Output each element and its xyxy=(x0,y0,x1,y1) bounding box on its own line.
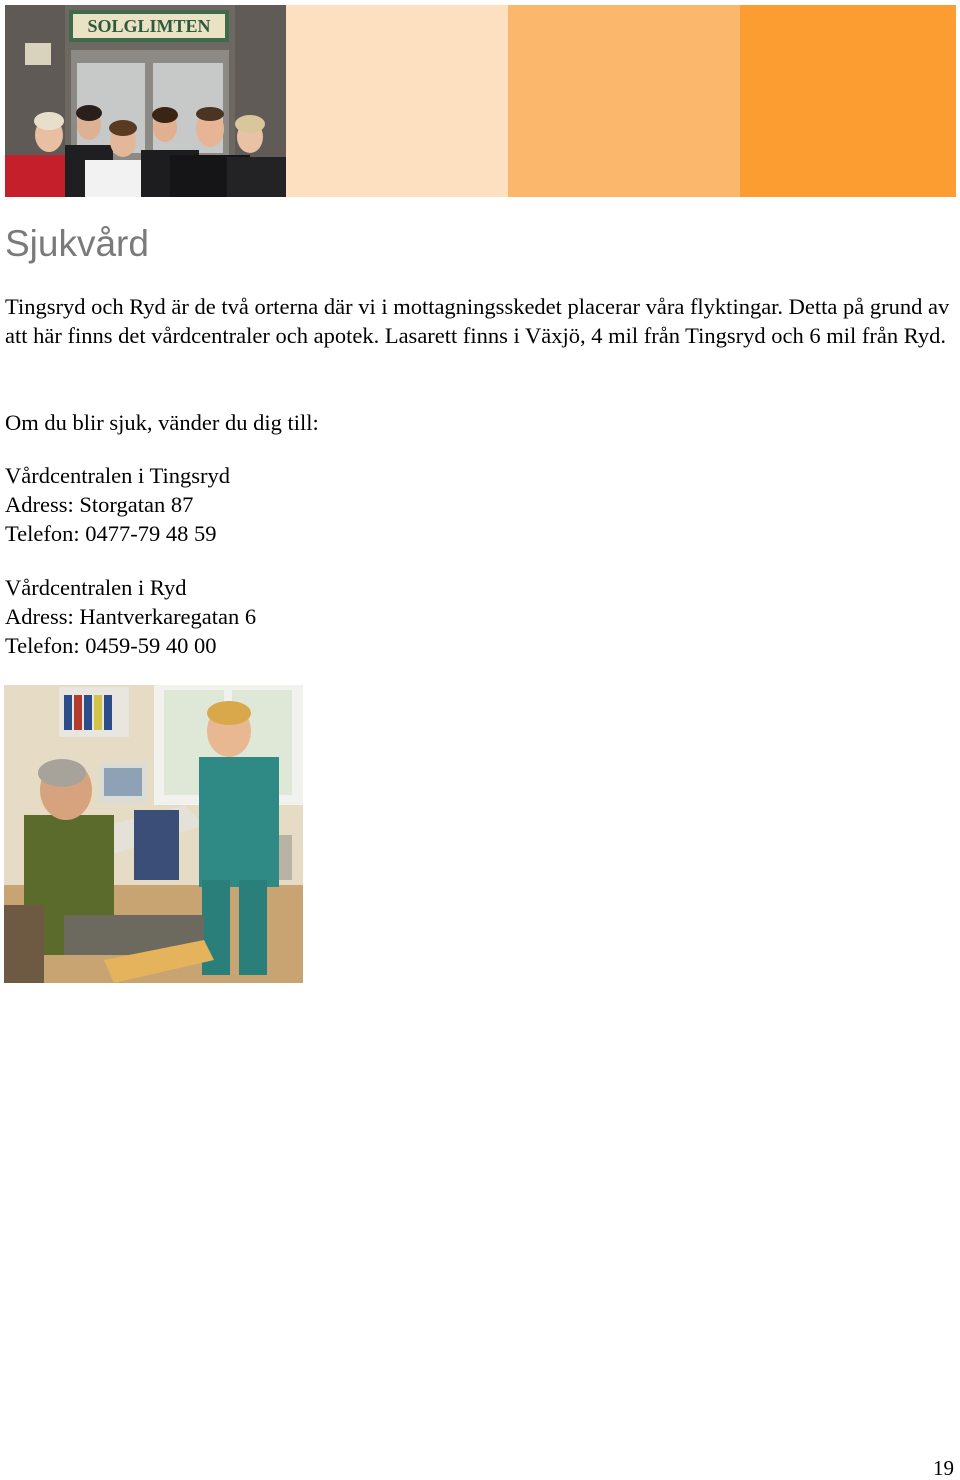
instruction-paragraph: Om du blir sjuk, vänder du dig till: xyxy=(5,410,319,435)
clinic-phone: Telefon: 0477-79 48 59 xyxy=(5,521,217,546)
banner-color-band-dark xyxy=(740,5,956,197)
staff-group-photo xyxy=(5,5,286,197)
clinic-address: Adress: Storgatan 87 xyxy=(5,492,194,517)
banner-color-band-medium xyxy=(508,5,740,197)
page-number: 19 xyxy=(933,1456,954,1480)
clinic-phone: Telefon: 0459-59 40 00 xyxy=(5,633,217,658)
clinic-tingsryd xyxy=(5,461,230,548)
clinic-address: Adress: Hantverkaregatan 6 xyxy=(5,604,257,629)
clinic-ryd xyxy=(5,573,256,660)
banner-color-band-light xyxy=(286,5,508,197)
intro-paragraph: Tingsryd och Ryd är de två orterna där vi i mottagningsskedet placerar våra flyktingar. Detta på grund av att här finns det vårdcentraler och apotek. Lasarett finns i Växjö, 4 mil från Tingsryd och 6 mil från Ryd. xyxy=(5,294,950,348)
clinic-name: Vårdcentralen i Ryd xyxy=(5,575,187,600)
clinic-name: Vårdcentralen i Tingsryd xyxy=(5,463,230,488)
clinic-exam-room-photo xyxy=(4,685,303,983)
page-title: Sjukvård xyxy=(5,223,149,264)
header-banner xyxy=(5,5,956,197)
sign-text: SOLGLIMTEN xyxy=(87,16,211,36)
